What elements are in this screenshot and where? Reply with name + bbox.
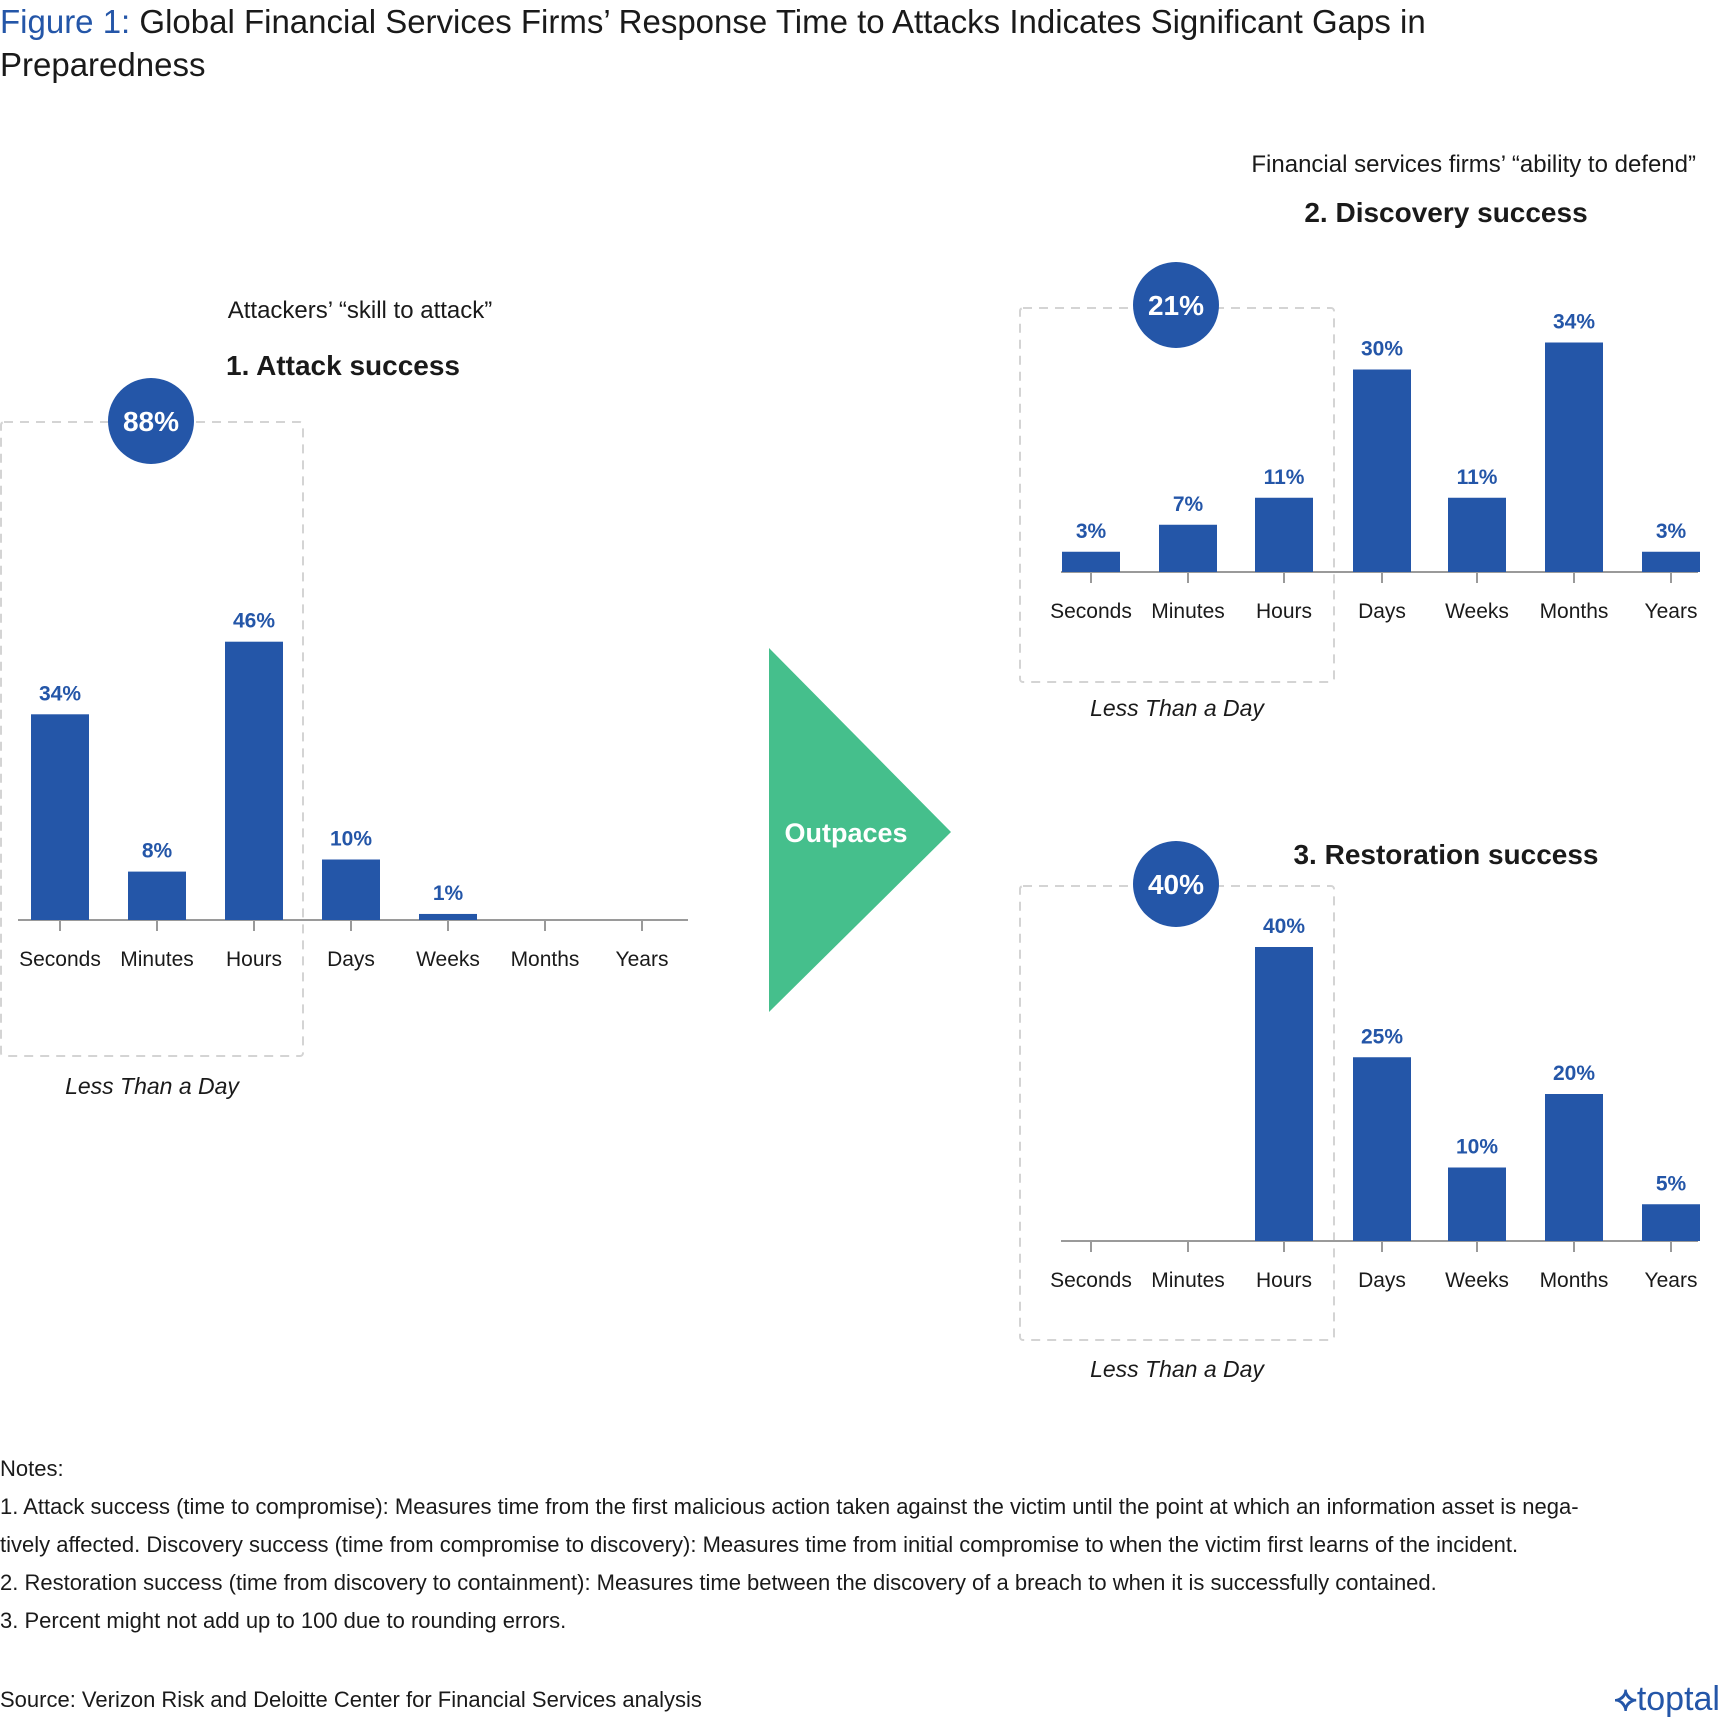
chart-title: 2. Discovery success xyxy=(1304,197,1588,228)
x-tick-label: Minutes xyxy=(1151,600,1225,623)
x-tick-label: Days xyxy=(1358,1269,1406,1292)
x-tick-label: Months xyxy=(1539,600,1609,623)
x-tick-label: Years xyxy=(1644,600,1698,623)
x-tick-label: Seconds xyxy=(1050,600,1132,623)
x-tick-label: Months xyxy=(510,948,580,971)
x-tick-label: Seconds xyxy=(1050,1269,1132,1292)
chart-title: 3. Restoration success xyxy=(1293,839,1599,870)
figure-title-text: Global Financial Services Firms’ Response Time to Attacks Indicates Significant Gaps in Preparedness xyxy=(0,3,1426,83)
bar xyxy=(225,642,283,920)
bar xyxy=(1159,525,1217,572)
bar-value-label: 3% xyxy=(1655,519,1687,543)
x-tick-label: Years xyxy=(1644,1269,1698,1292)
x-tick-label: Months xyxy=(1539,1269,1609,1292)
highlight-caption: Less Than a Day xyxy=(1090,1356,1264,1382)
x-tick-label: Years xyxy=(615,948,669,971)
chart-group-label: Attackers’ “skill to attack” xyxy=(227,297,493,324)
bar xyxy=(1255,498,1313,572)
highlight-total-label: 21% xyxy=(1147,290,1205,321)
toptal-logo-text: toptal xyxy=(1636,1680,1720,1718)
highlight-caption: Less Than a Day xyxy=(1090,695,1264,721)
bar xyxy=(1353,370,1411,573)
bar-value-label: 10% xyxy=(1455,1135,1499,1159)
bar-value-label: 34% xyxy=(38,682,82,706)
x-tick-label: Hours xyxy=(1255,600,1313,623)
x-tick-label: Minutes xyxy=(1151,1269,1225,1292)
highlight-total-label: 88% xyxy=(122,406,180,437)
bar-value-label: 10% xyxy=(329,827,373,851)
bar xyxy=(1255,947,1313,1241)
bar-value-label: 11% xyxy=(1263,465,1305,489)
bar-value-label: 5% xyxy=(1655,1172,1687,1196)
note-line: tively affected. Discovery success (time from compromise to discovery): Measures time from initial compromise to when the victim first learns of the incident. xyxy=(0,1532,1519,1557)
note-line: 1. Attack success (time to compromise): Measures time from the first malicious action taken against the victim until the point at which an information asset is nega- xyxy=(0,1494,1579,1519)
note-line: 2. Restoration success (time from discovery to containment): Measures time between the discovery of a breach to when it is successfully contained. xyxy=(0,1570,1437,1595)
toptal-logo xyxy=(1614,1680,1720,1719)
bar xyxy=(1448,498,1506,572)
bar xyxy=(128,872,186,920)
bar-value-label: 20% xyxy=(1552,1062,1596,1085)
bar xyxy=(322,860,380,921)
x-tick-label: Minutes xyxy=(120,948,194,971)
bar xyxy=(1545,343,1603,573)
x-tick-label: Hours xyxy=(225,948,283,971)
bar xyxy=(1642,1204,1700,1241)
source-text: Source: Verizon Risk and Deloitte Center for Financial Services analysis xyxy=(0,1687,702,1712)
bar xyxy=(1062,552,1120,572)
bar-value-label: 25% xyxy=(1360,1025,1404,1049)
figure-label: Figure 1: xyxy=(0,3,131,40)
bar-value-label: 34% xyxy=(1552,310,1596,334)
bar-value-label: 40% xyxy=(1262,915,1306,938)
bar xyxy=(1353,1057,1411,1241)
bar-value-label: 46% xyxy=(232,609,276,633)
bar xyxy=(1642,552,1700,572)
x-tick-label: Days xyxy=(327,948,375,971)
chart-title: 1. Attack success xyxy=(226,350,460,381)
outpaces-label: Outpaces xyxy=(784,818,908,848)
x-tick-label: Weeks xyxy=(1445,600,1509,623)
highlight-caption: Less Than a Day xyxy=(65,1073,239,1099)
x-tick-label: Days xyxy=(1358,600,1406,623)
bar-value-label: 11% xyxy=(1456,465,1498,489)
bar xyxy=(31,714,89,920)
bar xyxy=(1545,1094,1603,1241)
notes-heading: Notes: xyxy=(0,1456,64,1481)
bar-value-label: 7% xyxy=(1172,492,1204,516)
bar-value-label: 8% xyxy=(141,839,173,863)
x-tick-label: Weeks xyxy=(416,948,480,971)
note-line: 3. Percent might not add up to 100 due to rounding errors. xyxy=(0,1608,567,1633)
notes xyxy=(0,1450,1700,1640)
chart-group-label: Financial services firms’ “ability to defend” xyxy=(1251,151,1696,178)
bar-value-label: 3% xyxy=(1075,519,1107,543)
bar xyxy=(419,914,477,920)
toptal-logo-icon: ⟡ xyxy=(1614,1680,1637,1718)
bar xyxy=(1448,1168,1506,1242)
highlight-total-label: 40% xyxy=(1147,869,1205,900)
x-tick-label: Seconds xyxy=(19,948,101,971)
bar-value-label: 1% xyxy=(432,881,464,905)
bar-value-label: 30% xyxy=(1360,337,1404,361)
x-tick-label: Weeks xyxy=(1445,1269,1509,1292)
x-tick-label: Hours xyxy=(1255,1269,1313,1292)
